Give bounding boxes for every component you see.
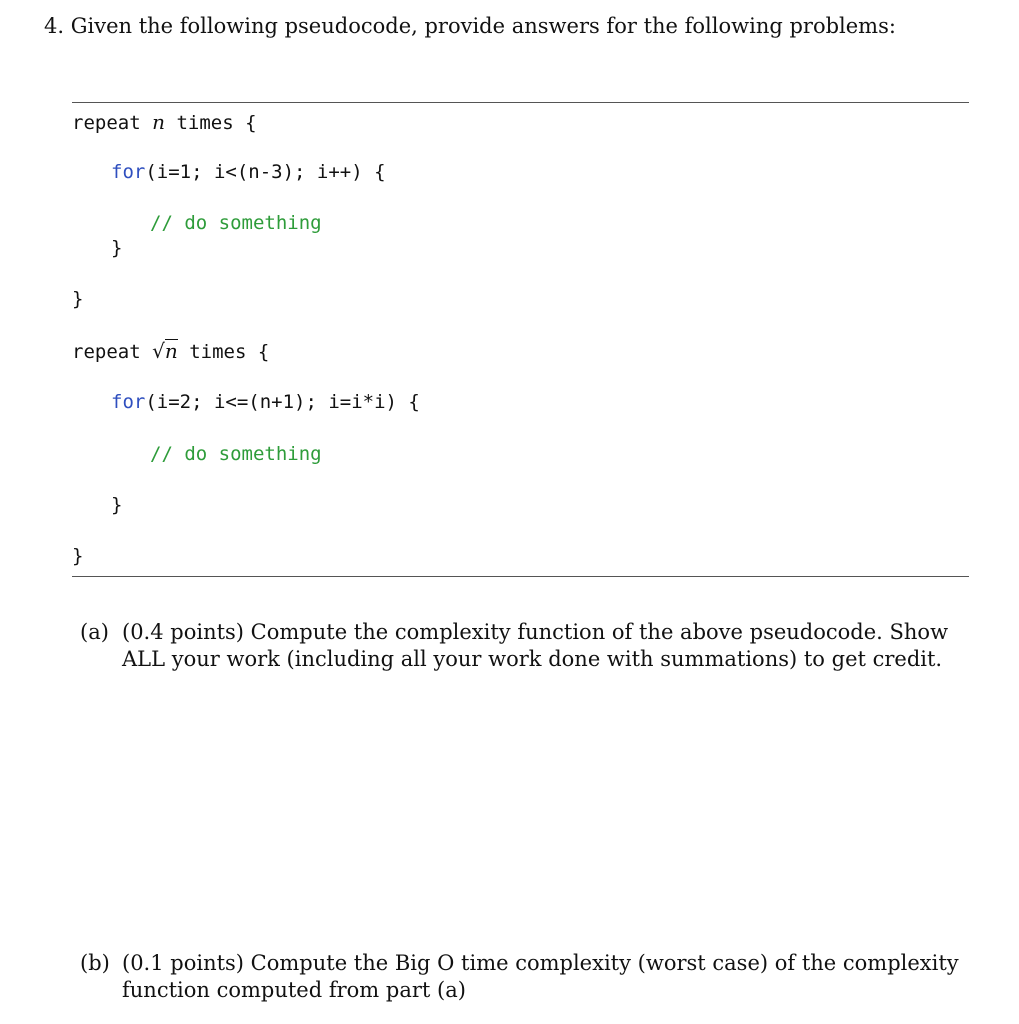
for-keyword: for (111, 161, 146, 183)
code-inner-close-1: } (111, 237, 123, 259)
code-line-repeat-n (72, 110, 257, 134)
sqrt-n-expression (152, 339, 178, 363)
question-a-text: (0.4 points) Compute the complexity function of the above pseudocode. Show ALL your work (including all your work done with summations) to get credit. (122, 620, 949, 671)
n-variable: n (152, 110, 165, 134)
for-header: (i=1; i<(n-3); i++) { (145, 161, 386, 183)
question-b-text: (0.1 points) Compute the Big O time complexity (worst case) of the complexity function computed from part (a) (122, 951, 959, 1002)
code-top-rule (72, 102, 969, 103)
times-keyword: times { (189, 341, 270, 363)
repeat-keyword: repeat (72, 341, 141, 363)
for-keyword: for (111, 391, 146, 413)
code-line-repeat-sqrt-n (72, 339, 269, 363)
question-b-label: (b) (80, 951, 110, 975)
code-comment-1: // do something (150, 212, 322, 234)
n-variable: n (164, 339, 178, 363)
code-bottom-rule (72, 576, 969, 577)
code-inner-close-2: } (111, 494, 123, 516)
code-outer-close-1: } (72, 288, 84, 310)
repeat-keyword: repeat (72, 112, 141, 134)
code-outer-close-2: } (72, 545, 84, 567)
problem-heading: 4. Given the following pseudocode, provide answers for the following problems: (44, 14, 896, 38)
code-line-for-2 (111, 391, 420, 413)
sqrt-symbol: √ (152, 339, 165, 363)
question-a-label: (a) (80, 620, 109, 644)
for-header: (i=2; i<=(n+1); i=i*i) { (145, 391, 420, 413)
times-keyword: times { (176, 112, 257, 134)
code-line-for-1 (111, 161, 386, 183)
code-comment-2: // do something (150, 443, 322, 465)
